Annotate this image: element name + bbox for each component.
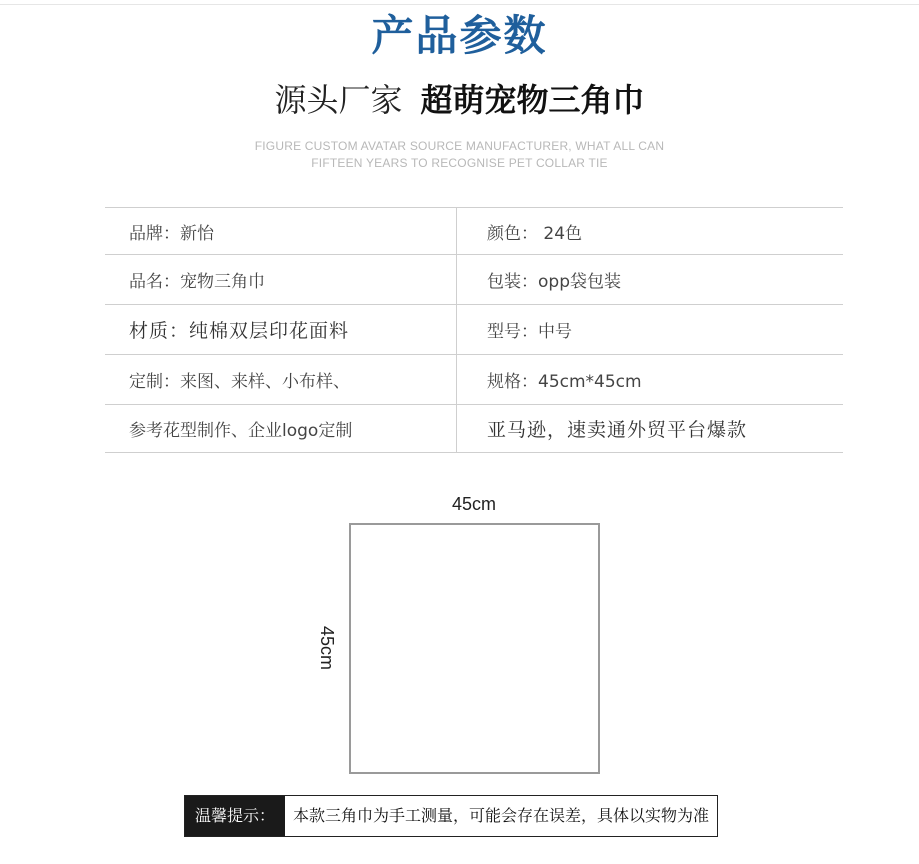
spec-row bbox=[105, 405, 843, 453]
spec-customization: 定制：来图、来样、小布样、 bbox=[105, 355, 457, 405]
spec-customization-cont: 参考花型制作、企业logo定制 bbox=[105, 405, 457, 453]
spec-packaging: 包装：opp袋包装 bbox=[457, 255, 844, 305]
english-tagline bbox=[0, 138, 919, 172]
english-tagline-line2: FIFTEEN YEARS TO RECOGNISE PET COLLAR TIE bbox=[311, 156, 608, 170]
spec-material: 材质：纯棉双层印花面料 bbox=[105, 305, 457, 355]
spec-product-name: 品名：宠物三角巾 bbox=[105, 255, 457, 305]
page-title: 产品参数 bbox=[371, 11, 548, 60]
spec-row bbox=[105, 208, 843, 255]
spec-table bbox=[105, 207, 843, 453]
spec-color: 颜色： 24色 bbox=[457, 208, 844, 255]
spec-row bbox=[105, 255, 843, 305]
notice-tag: 温馨提示： bbox=[185, 796, 285, 836]
spec-platform: 亚马逊，速卖通外贸平台爆款 bbox=[457, 405, 844, 453]
english-tagline-line1: FIGURE CUSTOM AVATAR SOURCE MANUFACTURER, WHAT ALL CAN bbox=[254, 139, 665, 153]
size-diagram-square bbox=[349, 523, 600, 774]
spec-model: 型号：中号 bbox=[457, 305, 844, 355]
spec-row bbox=[105, 305, 843, 355]
subtitle-product-name: 超萌宠物三角巾 bbox=[420, 81, 645, 119]
spec-brand: 品牌：新怡 bbox=[105, 208, 457, 255]
spec-row bbox=[105, 355, 843, 405]
height-dimension-label: 45cm bbox=[317, 626, 337, 671]
product-subtitle bbox=[0, 78, 919, 122]
width-dimension-label: 45cm bbox=[451, 494, 496, 514]
spec-size: 规格：45cm*45cm bbox=[457, 355, 844, 405]
top-divider bbox=[0, 4, 919, 5]
notice-box bbox=[184, 795, 718, 837]
subtitle-prefix: 源头厂家 bbox=[274, 81, 403, 119]
notice-text: 本款三角巾为手工测量，可能会存在误差，具体以实物为准 bbox=[285, 796, 717, 836]
